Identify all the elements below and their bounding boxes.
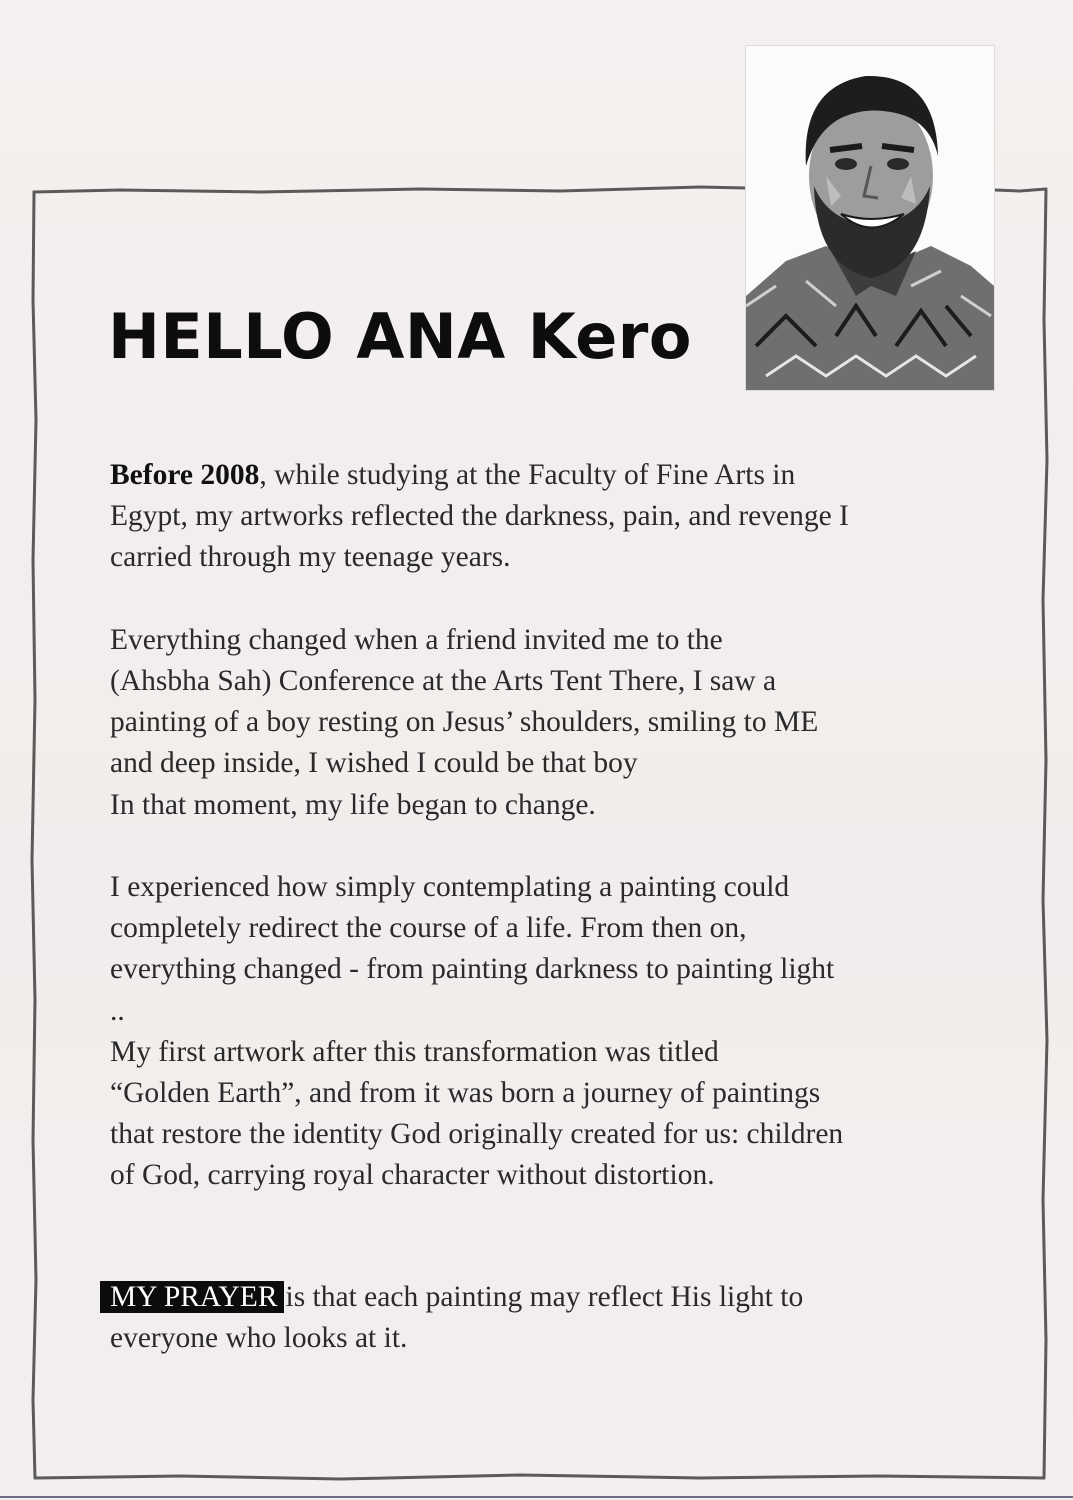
prayer-line-2: everyone who looks at it. xyxy=(110,1322,408,1355)
story-line: and deep inside, I wished I could be that boy xyxy=(110,747,638,780)
prayer-line-1 xyxy=(100,1277,1020,1318)
transformation-line: My first artwork after this transformation was titled xyxy=(110,1035,719,1068)
story-line: (Ahsbha Sah) Conference at the Arts Tent There, I saw a xyxy=(110,665,777,697)
transformation-line: I experienced how simply contemplating a painting could xyxy=(110,871,790,903)
intro-lead-bold: Before 2008 xyxy=(110,459,260,491)
transformation-line: of God, carrying royal character without distortion. xyxy=(110,1159,715,1192)
artist-portrait xyxy=(746,46,994,390)
prayer-line-1-rest: is that each painting may reflect His light to xyxy=(285,1281,804,1313)
intro-line-1-rest: , while studying at the Faculty of Fine Arts in xyxy=(259,459,796,491)
prayer-paragraph xyxy=(100,1277,1020,1359)
transformation-line: completely redirect the course of a life. From then on, xyxy=(110,912,747,945)
intro-line-1 xyxy=(110,455,1010,496)
page-title: HELLO ANA Kero xyxy=(108,300,692,373)
transformation-line: that restore the identity God originally created for us: children xyxy=(110,1118,844,1151)
story-line: In that moment, my life began to change. xyxy=(110,788,596,821)
intro-line-3: carried through my teenage years. xyxy=(110,541,511,574)
transformation-paragraph xyxy=(110,867,1010,1197)
intro-paragraph xyxy=(110,455,1010,579)
transformation-line: “Golden Earth”, and from it was born a journey of paintings xyxy=(110,1077,821,1110)
intro-line-2: Egypt, my artworks reflected the darkness, pain, and revenge I xyxy=(110,500,849,533)
transformation-line: everything changed - from painting darkness to painting light xyxy=(110,953,835,986)
story-paragraph xyxy=(110,620,1010,826)
story-line: Everything changed when a friend invited me to the xyxy=(110,623,723,656)
prayer-label: MY PRAYER xyxy=(100,1281,284,1313)
story-line: painting of a boy resting on Jesus’ shoulders, smiling to ME xyxy=(110,706,819,739)
transformation-line: .. xyxy=(110,994,125,1027)
bio-text xyxy=(110,455,1010,1197)
